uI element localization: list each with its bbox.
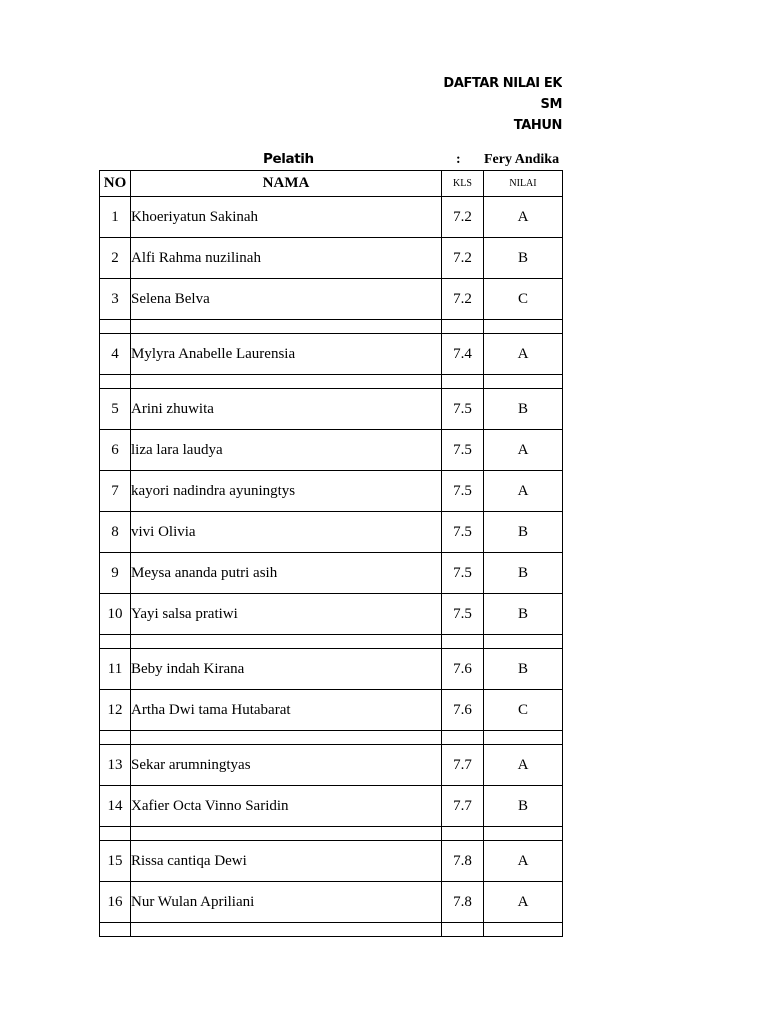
- cell-kls: 7.5: [442, 430, 484, 471]
- document-subtitle: SM: [540, 97, 562, 112]
- empty-cell: [100, 320, 131, 334]
- cell-no: 13: [100, 745, 131, 786]
- empty-cell: [131, 731, 442, 745]
- cell-no: 16: [100, 882, 131, 923]
- table-row: [100, 430, 563, 471]
- cell-nama: Beby indah Kirana: [131, 649, 442, 690]
- cell-kls: 7.6: [442, 690, 484, 731]
- cell-nilai: A: [484, 334, 563, 375]
- cell-no: 1: [100, 197, 131, 238]
- spacer-row: [100, 923, 563, 937]
- empty-cell: [484, 923, 563, 937]
- empty-cell: [131, 375, 442, 389]
- cell-nama: Nur Wulan Apriliani: [131, 882, 442, 923]
- cell-no: 6: [100, 430, 131, 471]
- cell-nama: Alfi Rahma nuzilinah: [131, 238, 442, 279]
- cell-no: 5: [100, 389, 131, 430]
- cell-kls: 7.5: [442, 553, 484, 594]
- cell-kls: 7.7: [442, 786, 484, 827]
- table-row: [100, 197, 563, 238]
- empty-cell: [100, 923, 131, 937]
- empty-cell: [100, 731, 131, 745]
- cell-no: 9: [100, 553, 131, 594]
- header-nilai: NILAI: [484, 171, 563, 197]
- cell-nilai: A: [484, 882, 563, 923]
- cell-nilai: B: [484, 786, 563, 827]
- table-header-row: [100, 171, 563, 197]
- empty-cell: [442, 923, 484, 937]
- cell-kls: 7.5: [442, 594, 484, 635]
- cell-nilai: B: [484, 389, 563, 430]
- cell-nama: vivi Olivia: [131, 512, 442, 553]
- table-row: [100, 841, 563, 882]
- empty-cell: [484, 731, 563, 745]
- cell-no: 3: [100, 279, 131, 320]
- cell-nama: Yayi salsa pratiwi: [131, 594, 442, 635]
- spacer-row: [100, 375, 563, 389]
- empty-cell: [100, 635, 131, 649]
- cell-nilai: B: [484, 649, 563, 690]
- document-title: DAFTAR NILAI EK: [443, 76, 562, 91]
- table-row: [100, 553, 563, 594]
- cell-nama: Mylyra Anabelle Laurensia: [131, 334, 442, 375]
- empty-cell: [100, 375, 131, 389]
- header-no: NO: [100, 171, 131, 197]
- empty-cell: [484, 635, 563, 649]
- cell-no: 7: [100, 471, 131, 512]
- table-row: [100, 279, 563, 320]
- cell-nilai: A: [484, 197, 563, 238]
- cell-kls: 7.5: [442, 512, 484, 553]
- grades-table: [99, 170, 563, 937]
- table-row: [100, 512, 563, 553]
- cell-nama: liza lara laudya: [131, 430, 442, 471]
- table-row: [100, 786, 563, 827]
- table-row: [100, 389, 563, 430]
- cell-kls: 7.8: [442, 882, 484, 923]
- document-year-line: TAHUN: [513, 118, 562, 133]
- table-row: [100, 745, 563, 786]
- spacer-row: [100, 320, 563, 334]
- table-row: [100, 882, 563, 923]
- empty-cell: [442, 320, 484, 334]
- cell-no: 15: [100, 841, 131, 882]
- cell-nilai: C: [484, 279, 563, 320]
- empty-cell: [131, 320, 442, 334]
- empty-cell: [100, 827, 131, 841]
- header-nama: NAMA: [131, 171, 442, 197]
- cell-nama: Meysa ananda putri asih: [131, 553, 442, 594]
- cell-no: 14: [100, 786, 131, 827]
- pelatih-name: Fery Andika: [484, 152, 560, 167]
- empty-cell: [131, 827, 442, 841]
- cell-no: 11: [100, 649, 131, 690]
- cell-nama: Arini zhuwita: [131, 389, 442, 430]
- cell-kls: 7.4: [442, 334, 484, 375]
- empty-cell: [131, 923, 442, 937]
- cell-nama: Selena Belva: [131, 279, 442, 320]
- spacer-row: [100, 827, 563, 841]
- cell-nama: Xafier Octa Vinno Saridin: [131, 786, 442, 827]
- cell-kls: 7.8: [442, 841, 484, 882]
- table-row: [100, 334, 563, 375]
- cell-no: 10: [100, 594, 131, 635]
- table-row: [100, 594, 563, 635]
- cell-kls: 7.6: [442, 649, 484, 690]
- cell-kls: 7.2: [442, 238, 484, 279]
- header-kls: KLS: [442, 171, 484, 197]
- cell-nama: Sekar arumningtyas: [131, 745, 442, 786]
- empty-cell: [484, 320, 563, 334]
- table-row: [100, 649, 563, 690]
- spacer-row: [100, 635, 563, 649]
- empty-cell: [484, 375, 563, 389]
- empty-cell: [442, 827, 484, 841]
- empty-cell: [442, 375, 484, 389]
- cell-nama: Artha Dwi tama Hutabarat: [131, 690, 442, 731]
- table-row: [100, 471, 563, 512]
- pelatih-colon: :: [456, 152, 461, 167]
- cell-kls: 7.2: [442, 197, 484, 238]
- cell-nama: Rissa cantiqa Dewi: [131, 841, 442, 882]
- cell-nilai: B: [484, 594, 563, 635]
- table-row: [100, 238, 563, 279]
- cell-kls: 7.2: [442, 279, 484, 320]
- cell-nilai: B: [484, 553, 563, 594]
- empty-cell: [442, 731, 484, 745]
- cell-nilai: A: [484, 841, 563, 882]
- pelatih-label: Pelatih: [263, 151, 314, 167]
- cell-nama: kayori nadindra ayuningtys: [131, 471, 442, 512]
- cell-nilai: A: [484, 471, 563, 512]
- empty-cell: [442, 635, 484, 649]
- cell-nilai: B: [484, 238, 563, 279]
- empty-cell: [484, 827, 563, 841]
- empty-cell: [131, 635, 442, 649]
- cell-nilai: B: [484, 512, 563, 553]
- cell-nama: Khoeriyatun Sakinah: [131, 197, 442, 238]
- cell-no: 2: [100, 238, 131, 279]
- cell-no: 12: [100, 690, 131, 731]
- cell-nilai: A: [484, 745, 563, 786]
- cell-kls: 7.7: [442, 745, 484, 786]
- cell-kls: 7.5: [442, 389, 484, 430]
- table-row: [100, 690, 563, 731]
- cell-nilai: A: [484, 430, 563, 471]
- cell-no: 8: [100, 512, 131, 553]
- cell-no: 4: [100, 334, 131, 375]
- spacer-row: [100, 731, 563, 745]
- cell-nilai: C: [484, 690, 563, 731]
- cell-kls: 7.5: [442, 471, 484, 512]
